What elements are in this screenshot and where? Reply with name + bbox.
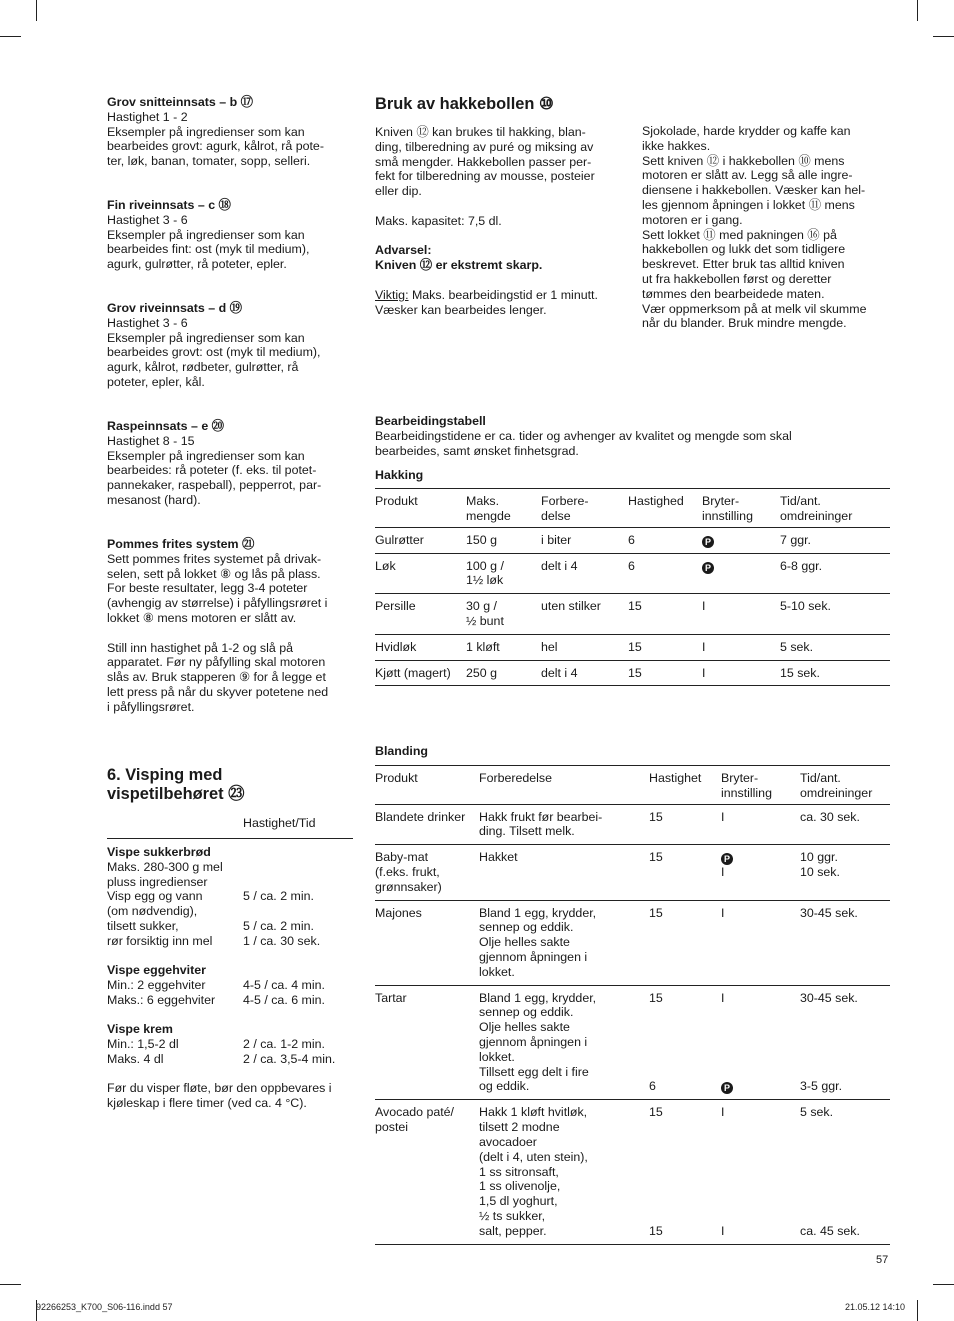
crop-mark — [917, 0, 918, 21]
table-cell: i biter — [541, 527, 628, 553]
body-text: Sjokolade, harde krydder og kaffe kan ikke hakkes. Sett kniven ⑫ i hakkebollen ⑩ mens motoren er slått av. Legg så alle ingre- diensene i hakkebollen. Væsker kan hel- les gjennom åpningen i lokket ⑪ mens motoren er i gang. Sett lokket ⑪ med pakningen ⑯ på hakkebollen og lukk det som tidligere beskrevet. Etter bruk tas alltid kniven ut fra hakkebollen først og deretter tømmes den bearbeidede maten. Vær oppmerksom på at melk vil skumme når du blander. Bruk mindre mengde. — [642, 124, 867, 331]
table-cell: hel — [541, 634, 628, 660]
table-cell: Hakk 1 kløft hvitløk, tilsett 2 modne avocadoer (delt i 4, uten stein), 1 ss sitronsaft, 1 ss olivenolje, 1,5 dl yoghurt, ½ ts sukker, salt, pepper. — [479, 1100, 649, 1244]
section-title: Bearbeidingstabell — [375, 414, 486, 428]
body-text: Bearbeidingstidene er ca. tider og avhenger av kvalitet og mengde som skal bearbeides, samt ønsket finhetsgrad. — [375, 428, 792, 458]
crop-mark — [933, 1284, 954, 1285]
table-row — [375, 804, 890, 845]
important-label: Viktig: — [375, 287, 409, 302]
section-raspe — [107, 419, 357, 508]
body-text: Still inn hastighet på 1-2 og slå på apparatet. Før ny påfylling skal motoren slås av. Bruk stapperen ⑨ for å legge et lett press på når du skyver potetene ned i påfyllingsrøret. — [107, 640, 329, 714]
item-label: (om nødvendig), — [107, 904, 198, 919]
item-value: 5 / ca. 2 min. — [243, 918, 314, 933]
table-cell: 15 — [649, 845, 721, 900]
crop-mark — [0, 36, 21, 37]
table-cell: Bland 1 egg, krydder, sennep og eddik. Olje helles sakte gjennom åpningen i lokket. — [479, 900, 649, 985]
speed-text: Hastighet 8 - 15 — [107, 433, 195, 448]
table-cell: 30-45 sek. 3-5 ggr. — [800, 985, 890, 1100]
section-title: Grov snitteinnsats – b ⑰ — [107, 95, 253, 109]
table-row — [375, 985, 890, 1100]
page-number: 57 — [876, 1254, 889, 1266]
section-grov-rive — [107, 301, 357, 390]
warning-title: Advarsel: — [375, 243, 432, 258]
column-header: Hastighet — [649, 766, 721, 805]
page-section-heading: Bruk av hakkebollen ⑩ — [375, 95, 554, 113]
table-cell: 6 — [628, 527, 702, 553]
item-label: Maks. 280-300 g mel — [107, 859, 223, 874]
table-cell: 7 ggr. — [780, 527, 890, 553]
crop-mark — [0, 1284, 21, 1285]
body-text: Før du visper fløte, bør den oppbevares i kjøleskap i flere timer (ved ca. 4 °C). — [107, 1081, 332, 1110]
table-cell: Bland 1 egg, krydder, sennep og eddik. Olje helles sakte gjennom åpningen i lokket. Tillsett egg delt i fire og eddik. — [479, 985, 649, 1100]
visping-col-header: Hastighet/Tid — [243, 816, 316, 830]
visping-krem — [107, 1022, 353, 1066]
table-cell: 6-8 ggr. — [780, 553, 890, 594]
important-body: Maks. bearbeidingstid er 1 minutt. Væsker kan bearbeides lenger. — [375, 287, 598, 317]
table-cell: 15 — [628, 634, 702, 660]
table-cell: Tartar — [375, 985, 479, 1100]
item-label: Min.: 1,5-2 dl — [107, 1036, 179, 1051]
crop-mark — [36, 0, 37, 21]
item-value: 4-5 / ca. 6 min. — [243, 992, 325, 1007]
table-cell: Baby-mat (f.eks. frukt, grønnsaker) — [375, 845, 479, 900]
hakkebollen-col2 — [642, 124, 902, 331]
list-item — [107, 860, 353, 875]
table-row — [375, 594, 890, 635]
table-cell: I I — [721, 1100, 800, 1244]
list-item — [107, 1037, 353, 1052]
hakking-label: Hakking — [375, 468, 424, 482]
table-row — [375, 553, 890, 594]
table-cell: Blandete drinker — [375, 804, 479, 845]
hakking-table — [375, 488, 890, 686]
footer-file: 92266253_K700_S06-116.indd 57 — [36, 1302, 173, 1312]
blanding-label: Blanding — [375, 744, 428, 758]
table-cell: I P — [721, 985, 800, 1100]
speed-text: Hastighet 3 - 6 — [107, 315, 188, 330]
subsection-title: Vispe sukkerbrød — [107, 845, 211, 859]
table-cell: 30-45 sek. — [800, 900, 890, 985]
item-label: pluss ingredienser — [107, 874, 208, 889]
table-row — [375, 845, 890, 900]
list-item — [107, 1052, 353, 1067]
table-cell: 5 sek. — [780, 634, 890, 660]
list-item — [107, 934, 353, 949]
table-cell: 15 — [649, 804, 721, 845]
column-header: Maks. mengde — [466, 489, 541, 528]
body-text: Eksempler på ingredienser som kan bearbeides fint: ost (myk til medium), agurk, gulrøtter, rå poteter, epler. — [107, 227, 310, 272]
table-cell — [702, 553, 780, 594]
table-cell: I — [721, 804, 800, 845]
table-cell — [702, 527, 780, 553]
item-value: 4-5 / ca. 4 min. — [243, 977, 325, 992]
pulse-icon: P — [702, 536, 714, 548]
column-header: Tid/ant. omdreininger — [780, 489, 890, 528]
table-cell: 100 g / 1½ løk — [466, 553, 541, 594]
blanding-table — [375, 765, 890, 1245]
table-cell: 250 g — [466, 660, 541, 686]
section-title: Pommes frites system ㉑ — [107, 537, 255, 551]
table-row — [375, 1100, 890, 1244]
section-grov-snitte — [107, 95, 357, 169]
pulse-icon: P — [702, 562, 714, 574]
table-cell: delt i 4 — [541, 660, 628, 686]
list-item — [107, 889, 353, 904]
section-title: Grov riveinnsats – d ⑲ — [107, 301, 242, 315]
table-cell: 6 — [628, 553, 702, 594]
table-cell: uten stilker — [541, 594, 628, 635]
table-cell: 5 sek. ca. 45 sek. — [800, 1100, 890, 1244]
table-cell: 1 kløft — [466, 634, 541, 660]
section-fin-rive — [107, 198, 357, 272]
table-header-row — [375, 766, 890, 805]
body-text: Sett pommes frites systemet på drivak- selen, sett på lokket ⑧ og lås på plass. For beste resultater, legg 3-4 poteter (avhengig av størrelse) i påfyllingsrøret i lokket ⑧ mens motoren er slått av. — [107, 551, 328, 625]
item-label: rør forsiktig inn mel — [107, 933, 213, 948]
pulse-icon: P — [721, 1082, 733, 1094]
body-text: Eksempler på ingredienser som kan bearbeides grovt: ost (myk til medium), agurk, kålrot, rødbeter, gulrøtter, rå poteter, epler, kål. — [107, 330, 321, 389]
table-row — [375, 634, 890, 660]
table-cell: Løk — [375, 553, 466, 594]
pulse-icon: P — [721, 853, 733, 865]
item-label: Maks.: 6 eggehviter — [107, 992, 216, 1007]
list-item — [107, 904, 353, 919]
table-cell: Majones — [375, 900, 479, 985]
section-hakkebollen — [375, 95, 625, 317]
visping-sukkerbrod — [107, 845, 353, 949]
column-header: Forbere- delse — [541, 489, 628, 528]
table-cell: Gulrøtter — [375, 527, 466, 553]
visping-note — [107, 1081, 357, 1111]
table-cell: 15 sek. — [780, 660, 890, 686]
table-cell: I — [721, 900, 800, 985]
item-label: Maks. 4 dl — [107, 1051, 164, 1066]
table-row — [375, 527, 890, 553]
table-cell: 15 — [649, 900, 721, 985]
table-row — [375, 900, 890, 985]
table-cell: 5-10 sek. — [780, 594, 890, 635]
section-pommes — [107, 537, 357, 715]
crop-mark — [917, 1300, 918, 1321]
list-item — [107, 978, 353, 993]
warning-text: Kniven ⑫ er ekstremt skarp. — [375, 258, 543, 273]
table-cell: Persille — [375, 594, 466, 635]
list-item — [107, 993, 353, 1008]
divider — [107, 838, 353, 839]
body-text: Eksempler på ingredienser som kan bearbeides grovt: agurk, kålrot, rå pote- ter, løk, banan, tomater, sopp, selleri. — [107, 124, 324, 169]
table-cell: Kjøtt (magert) — [375, 660, 466, 686]
item-value: 1 / ca. 30 sek. — [243, 933, 321, 948]
speed-text: Hastighet 1 - 2 — [107, 109, 188, 124]
table-row — [375, 660, 890, 686]
table-cell: 30 g / ½ bunt — [466, 594, 541, 635]
table-cell: I — [702, 594, 780, 635]
table-cell: 10 ggr. 10 sek. — [800, 845, 890, 900]
table-cell: 15 15 — [649, 1100, 721, 1244]
list-item — [107, 875, 353, 890]
column-header: Forberedelse — [479, 766, 649, 805]
important-text — [375, 288, 625, 318]
page-section-heading: 6. Visping med vispetilbehøret ㉓ — [107, 766, 245, 803]
body-text: Maks. kapasitet: 7,5 dl. — [375, 213, 502, 228]
item-label: tilsett sukker, — [107, 918, 179, 933]
table-cell: delt i 4 — [541, 553, 628, 594]
column-header: Produkt — [375, 489, 466, 528]
section-visping — [107, 766, 357, 804]
section-title: Fin riveinnsats – c ⑱ — [107, 198, 231, 212]
table-cell: I — [702, 634, 780, 660]
table-header-row — [375, 489, 890, 528]
item-label: Min.: 2 eggehviter — [107, 977, 206, 992]
table-cell: ca. 30 sek. — [800, 804, 890, 845]
column-header: Produkt — [375, 766, 479, 805]
body-text: Kniven ⑫ kan brukes til hakking, blan- ding, tilberedning av puré og miksing av små mengder. Hakkebollen passer per- fekt for tilberedning av mousse, posteier eller dip. — [375, 125, 595, 199]
footer-date: 21.05.12 14:10 — [845, 1302, 906, 1312]
subsection-title: Vispe eggehviter — [107, 963, 206, 977]
table-cell: P I — [721, 845, 800, 900]
column-header: Bryter- innstilling — [702, 489, 780, 528]
subsection-title: Vispe krem — [107, 1022, 173, 1036]
table-cell: Hakket — [479, 845, 649, 900]
section-bearbeidingstabell — [375, 414, 895, 458]
body-text: Eksempler på ingredienser som kan bearbeides: rå poteter (f. eks. til potet- pannekaker, raspeball), pepperrot, par- mesanost (hard). — [107, 448, 322, 507]
list-item — [107, 919, 353, 934]
table-cell: 15 — [628, 594, 702, 635]
speed-text: Hastighet 3 - 6 — [107, 212, 188, 227]
item-label: Visp egg og vann — [107, 889, 203, 904]
table-cell: I — [702, 660, 780, 686]
section-title: Raspeinnsats – e ⑳ — [107, 419, 225, 433]
column-header: Tid/ant. omdreininger — [800, 766, 890, 805]
table-cell: 15 — [628, 660, 702, 686]
visping-eggehviter — [107, 963, 353, 1007]
column-header: Bryter- innstilling — [721, 766, 800, 805]
table-cell: Hvidløk — [375, 634, 466, 660]
item-value: 2 / ca. 3,5-4 min. — [243, 1051, 336, 1066]
table-cell: 15 6 — [649, 985, 721, 1100]
crop-mark — [933, 36, 954, 37]
column-header: Hastighed — [628, 489, 702, 528]
table-cell: Avocado paté/ postei — [375, 1100, 479, 1244]
item-value: 2 / ca. 1-2 min. — [243, 1036, 325, 1051]
table-cell: Hakk frukt før bearbei- ding. Tilsett melk. — [479, 804, 649, 845]
item-value: 5 / ca. 2 min. — [243, 889, 314, 904]
table-cell: 150 g — [466, 527, 541, 553]
